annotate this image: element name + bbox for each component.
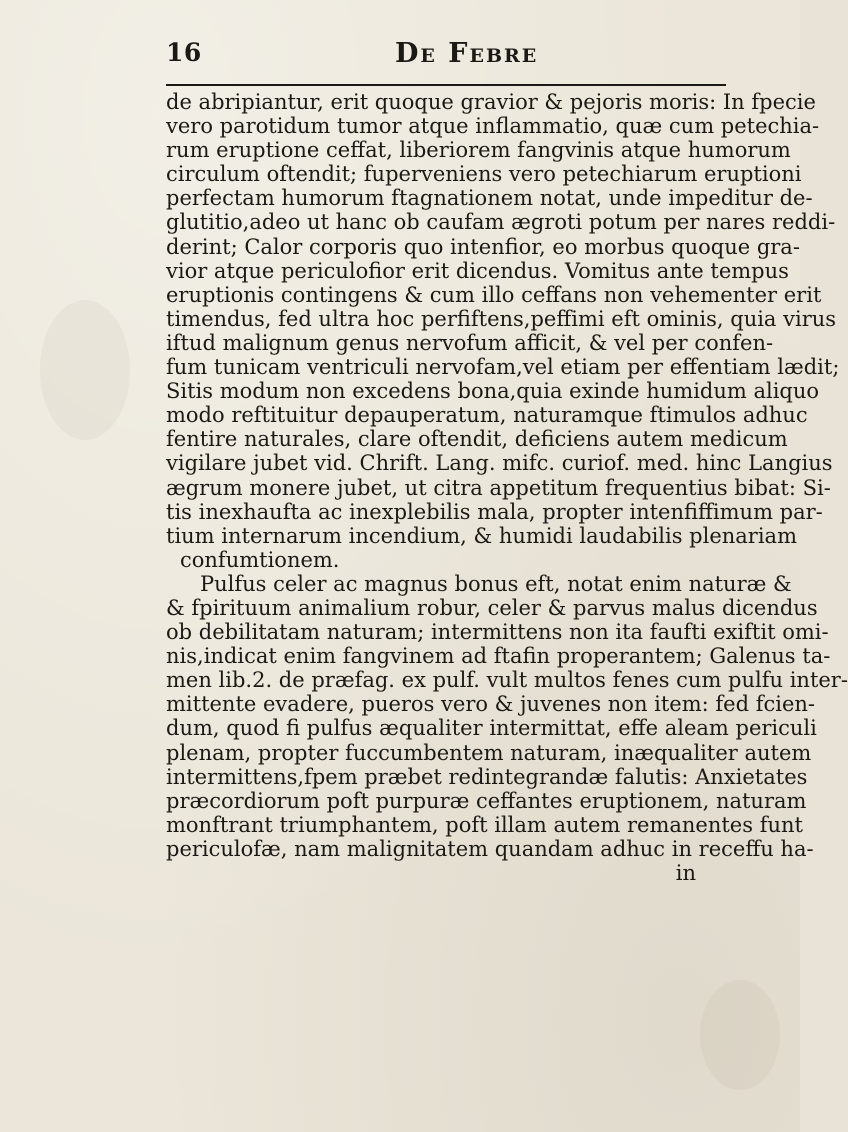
text-line: & fpirituum animalium robur, celer & parvus malus dicendus bbox=[166, 595, 818, 620]
text-line: dum, quod fi pulfus æqualiter intermittat, effe aleam periculi bbox=[166, 716, 817, 741]
text-line: tium internarum incendium, & humidi laudabilis plenariam bbox=[166, 523, 797, 548]
text-line: men lib.2. de præfag. ex pulf. vult multos fenes cum pulfu inter- bbox=[166, 668, 848, 693]
text-line: de abripiantur, erit quoque gravior & pejoris moris: In fpecie bbox=[166, 90, 816, 114]
page-number: 16 bbox=[166, 38, 202, 67]
text-line: mittente evadere, pueros vero & juvenes non item: fed fcien- bbox=[166, 692, 816, 717]
text-line: monftrant triumphantem, poft illam autem remanentes funt bbox=[166, 812, 803, 837]
text-line: vero parotidum tumor atque inflammatio, quæ cum petechia- bbox=[166, 114, 820, 139]
text-line: ægrum monere jubet, ut citra appetitum frequentius bibat: Si- bbox=[166, 475, 831, 500]
text-line: modo reftituitur depauperatum, naturamque ftimulos adhuc bbox=[166, 403, 808, 428]
text-line: nis,indicat enim fangvinem ad ftafin properantem; Galenus ta- bbox=[166, 644, 831, 669]
paper-stain bbox=[700, 980, 780, 1090]
text-line: confumtionem. bbox=[180, 547, 340, 572]
text-line: rum eruptione ceffat, liberiorem fangvinis atque humorum bbox=[166, 138, 791, 163]
text-line: Sitis modum non excedens bona,quia exinde humidum aliquo bbox=[166, 379, 820, 404]
text-line: timendus, fed ultra hoc perfiftens,peffimi eft ominis, quia virus bbox=[166, 306, 837, 331]
text-line: fentire naturales, clare oftendit, deficiens autem medicum bbox=[166, 427, 788, 452]
text-line: circulum oftendit; fuperveniens vero petechiarum eruptioni bbox=[166, 162, 802, 187]
text-line: plenam, propter fuccumbentem naturam, inæqualiter autem bbox=[166, 740, 812, 765]
text-line: Pulfus celer ac magnus bonus eft, notat enim naturæ & bbox=[200, 571, 792, 596]
text-line: vior atque periculofior erit dicendus. Vomitus ante tempus bbox=[166, 258, 789, 283]
header-rule bbox=[166, 84, 726, 86]
text-line: ob debilitatam naturam; intermittens non ita faufti exiftit omi- bbox=[166, 620, 829, 645]
text-line: tis inexhaufta ac inexplebilis mala, propter intenfiffimum par- bbox=[166, 499, 823, 524]
text-line: iftud malignum genus nervofum afficit, & vel per confen- bbox=[166, 330, 774, 355]
body-text bbox=[166, 90, 848, 885]
text-line: eruptionis contingens & cum illo ceffans non vehementer erit bbox=[166, 282, 822, 307]
catchword: in bbox=[675, 861, 696, 885]
text-line: periculofæ, nam malignitatem quandam adhuc in receffu ha- bbox=[166, 836, 814, 861]
text-line: perfectam humorum ftagnationem notat, unde impeditur de- bbox=[166, 186, 813, 211]
text-line: vigilare jubet vid. Chrift. Lang. mifc. curiof. med. hinc Langius bbox=[166, 451, 833, 476]
text-line: fum tunicam ventriculi nervofam,vel etiam per effentiam lædit; bbox=[166, 355, 840, 380]
text-line: glutitio,adeo ut hanc ob caufam ægroti potum per nares reddi- bbox=[166, 210, 836, 235]
text-line: intermittens,fpem præbet redintegrandæ falutis: Anxietates bbox=[166, 764, 808, 789]
text-line: derint; Calor corporis quo intenfior, eo morbus quoque gra- bbox=[166, 234, 800, 259]
paper-stain bbox=[40, 300, 130, 440]
text-line: præcordiorum poft purpuræ ceffantes eruptionem, naturam bbox=[166, 788, 807, 813]
page-header bbox=[166, 38, 726, 82]
running-title: De Febre bbox=[395, 38, 539, 69]
